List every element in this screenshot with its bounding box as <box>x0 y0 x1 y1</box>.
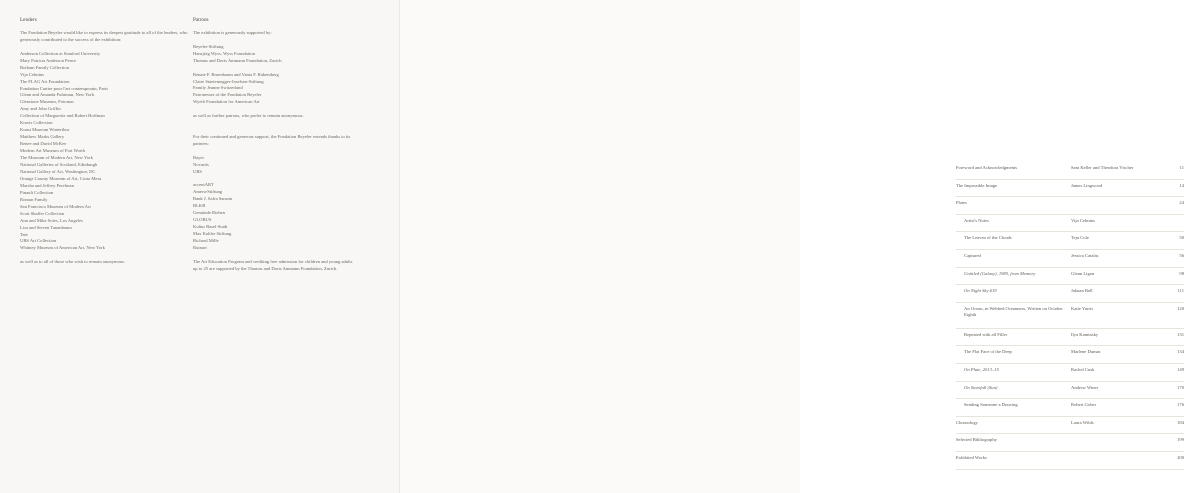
lenders-list <box>20 51 190 253</box>
lender-name: UBS Art Collection <box>20 238 57 244</box>
lender-name: Vija Celmins <box>20 71 45 77</box>
lender-name: Modern Art Museum of Fort Worth <box>20 148 86 154</box>
toc-title: On Plate, 2013–15 <box>964 366 999 372</box>
toc-author: Laura Wilds <box>1071 419 1094 425</box>
lender-name: Glenn and Amanda Fuhrman, New York <box>20 92 95 98</box>
patron-name: Family Jeanne Switzerland <box>193 85 243 91</box>
toc-row <box>956 162 1184 180</box>
toc-row <box>956 268 1184 286</box>
left-page <box>0 0 400 493</box>
toc-title: Exhibited Works <box>956 454 987 460</box>
lender-name: The FLAG Art Foundation <box>20 78 70 84</box>
partner-name: UBS <box>193 168 202 174</box>
toc-title: An Ocean, in Webbed Oceanness, Written on October Eighth <box>964 305 1063 318</box>
toc-title: Selected Bibliography <box>956 437 997 443</box>
partner-name: BLKB <box>193 203 206 209</box>
toc-title: On Starsfall (Sun) <box>964 384 998 390</box>
toc-page-number: 50 <box>1179 235 1184 241</box>
lender-name: The Museum of Modern Art, New York <box>20 155 93 161</box>
toc-page-number: 111 <box>1177 288 1184 294</box>
toc-title: Repeated with all Filler <box>964 331 1008 337</box>
patron-name: Claire Staetemegger-Josefsen-Stiftung <box>193 78 264 84</box>
toc-author: Robert Gober <box>1071 402 1097 408</box>
toc-row <box>956 197 1184 215</box>
patrons-group-2-closing: as well as further patrons, who prefer to remain anonymous. <box>193 113 304 119</box>
patron-name: Beyeler-Stiftung <box>193 43 224 49</box>
toc-row <box>956 215 1184 233</box>
lender-name: Lisa and Steven Tananbaum <box>20 224 72 230</box>
toc-author: Teju Cole <box>1071 235 1089 241</box>
toc-title: Untitled (Galaxy), 1985, from Memory <box>964 270 1036 276</box>
toc-title: Foreword and Acknowledgments <box>956 165 1017 170</box>
lender-name: Kravis Collection <box>20 120 53 126</box>
toc-title: Captured <box>964 252 981 258</box>
lender-name: San Francisco Museum of Modern Art <box>20 203 91 209</box>
toc-author: James Lingwood <box>1071 182 1103 188</box>
lenders-closing: as well as to all of those who wish to remain anonymous. <box>20 259 126 265</box>
lender-name: National Galleries of Scotland, Edinburgh <box>20 162 98 167</box>
education-note: The Art Education Program and crediting free admission for children and young adults up to 25 are supported by the Thomas and Doris Ammann Foundation, Zurich. <box>193 258 353 271</box>
toc-title: Sending Someone a Drawing <box>964 402 1018 408</box>
table-of-contents <box>956 162 1184 470</box>
toc-row <box>956 232 1184 250</box>
lender-name: Tate <box>20 231 28 237</box>
patrons-heading: Patrons <box>193 17 209 23</box>
lender-name: Orange County Museum of Art, Costa Mesa <box>20 175 102 181</box>
toc-row <box>956 434 1184 452</box>
toc-author: Jakuan Bell <box>1071 288 1093 294</box>
lender-name: Fondation Cartier pour l'art contemporain, Paris <box>20 85 109 91</box>
partners-group-other <box>193 182 356 252</box>
toc-row <box>956 382 1184 400</box>
toc-page-number: 120 <box>1177 305 1184 311</box>
toc-page-number: 24 <box>1179 200 1184 206</box>
right-page <box>400 0 1184 493</box>
toc-page-number: 131 <box>1177 331 1184 337</box>
toc-row <box>956 329 1184 347</box>
toc-title: Artist's Notes <box>964 217 989 223</box>
toc-page-number: 200 <box>1177 454 1184 460</box>
toc-author: Sam Keller and Theodora Vischer <box>1071 165 1134 170</box>
toc-author: Glenn Ligon <box>1071 270 1095 276</box>
toc-page-number: 56 <box>1179 252 1184 258</box>
lender-name: Renee and David McKee <box>20 141 67 147</box>
lenders-intro: The Fondation Beyeler would like to express its deepest gratitude to all of the lenders, who generously contributed to the success of the exhibition: <box>20 29 188 42</box>
partner-name: Genuinde Riehen <box>193 210 226 216</box>
lender-name: Scott Shaffer Collection <box>20 210 65 216</box>
toc-title: On Night Sky #19 <box>964 288 997 294</box>
toc-author: Marlene Dumas <box>1071 349 1101 355</box>
toc-row <box>956 346 1184 364</box>
toc-page-number: 134 <box>1177 349 1184 355</box>
toc-row <box>956 452 1184 470</box>
toc-page-number: 199 <box>1177 437 1184 443</box>
partners-group-main <box>193 155 356 176</box>
lender-name: Mary Patricia Anderson Pence <box>20 57 77 63</box>
lender-name: Collection of Marguerite and Robert Hoffman <box>20 113 105 119</box>
lender-name: National Gallery of Art, Washington, DC <box>20 168 96 174</box>
toc-title: Plates <box>956 200 967 206</box>
partner-name: Bayer <box>193 154 204 160</box>
toc-row <box>956 417 1184 435</box>
toc-author: Jessica Catalas <box>1071 252 1099 258</box>
toc-page-number: 184 <box>1177 419 1184 425</box>
patrons-group-1 <box>193 44 356 65</box>
toc-title: The Impossible Image <box>956 182 998 188</box>
toc-author: Rachel Cusk <box>1071 366 1095 372</box>
toc-row <box>956 364 1184 382</box>
partner-name: accentART <box>193 182 214 188</box>
toc-row <box>956 303 1184 329</box>
toc-row <box>956 399 1184 417</box>
toc-page-number: 176 <box>1177 402 1184 408</box>
partners-intro: For their continued and generous support, the Fondation Beyeler extends thanks to its partners: <box>193 133 351 146</box>
toc-author: Vija Celmins <box>1071 217 1096 223</box>
toc-page-number: 149 <box>1177 366 1184 372</box>
toc-title: Chronology <box>956 419 978 425</box>
toc-row <box>956 285 1184 303</box>
patron-name: Renate F. Bruenbaum and Vania F. Rakentberg <box>193 71 279 77</box>
partner-name: Ameru-Stiftung <box>193 189 223 195</box>
patrons-intro: The exhibition is generously supported by: <box>193 29 272 35</box>
toc-row <box>956 250 1184 268</box>
lender-name: Amy and John Griffin <box>20 106 61 112</box>
toc-page-number: 14 <box>1179 182 1184 188</box>
toc-title: The Leaven of the Clouds <box>964 235 1012 241</box>
lender-name: Pinault Collection <box>20 189 54 195</box>
toc-page-number: 170 <box>1177 384 1184 390</box>
partner-name: Richard Mille <box>193 238 219 244</box>
partner-name: Kultur Basel-Stadt <box>193 224 228 230</box>
patrons-column <box>193 17 356 280</box>
toc-page-number: 11 <box>1179 165 1184 170</box>
lender-name: Whitney Museum of American Art, New York <box>20 245 105 251</box>
lender-name: Marsha and Jeffrey Perelman <box>20 182 74 188</box>
patrons-group-2 <box>193 72 356 107</box>
patron-name: Patronesses of the Fondation Beyeler <box>193 92 262 98</box>
lenders-column <box>20 17 190 273</box>
lender-name: Matthew Marks Gallery <box>20 134 65 140</box>
lender-name: Glenstone Museum, Potomac <box>20 99 75 105</box>
toc-title: The Flat Face of the Deep <box>964 349 1012 355</box>
lender-name: Ann and Mike Soles, Los Angeles <box>20 217 83 223</box>
partner-name: Novartis <box>193 161 209 167</box>
toc-row <box>956 180 1184 198</box>
partner-name: Max Kohler Stiftung <box>193 231 232 237</box>
partner-name: Ruinart <box>193 245 207 251</box>
patron-name: Hansjörg Wyss, Wyss Foundation <box>193 50 255 56</box>
lender-name: Roman Family <box>20 196 48 202</box>
toc-author: Ilya Kaminsky <box>1071 331 1099 337</box>
lender-name: Kunst Museum Winterthur <box>20 127 70 133</box>
toc-author: Katie Yurris <box>1071 305 1094 311</box>
patron-name: Wyeth Foundation for American Art <box>193 99 260 105</box>
toc-author: Andrew Winer <box>1071 384 1099 390</box>
toc-page-number: 98 <box>1179 270 1184 276</box>
partner-name: Bank J. Safra Sarasin <box>193 196 233 202</box>
partner-name: GLOBUS <box>193 217 212 223</box>
lenders-heading: Lenders <box>20 17 37 23</box>
patron-name: Thomas and Doris Ammann Foundation, Zurich <box>193 57 282 63</box>
lender-name: Botham Family Collection <box>20 64 69 70</box>
lender-name: Anderson Collection at Stanford University <box>20 50 101 56</box>
